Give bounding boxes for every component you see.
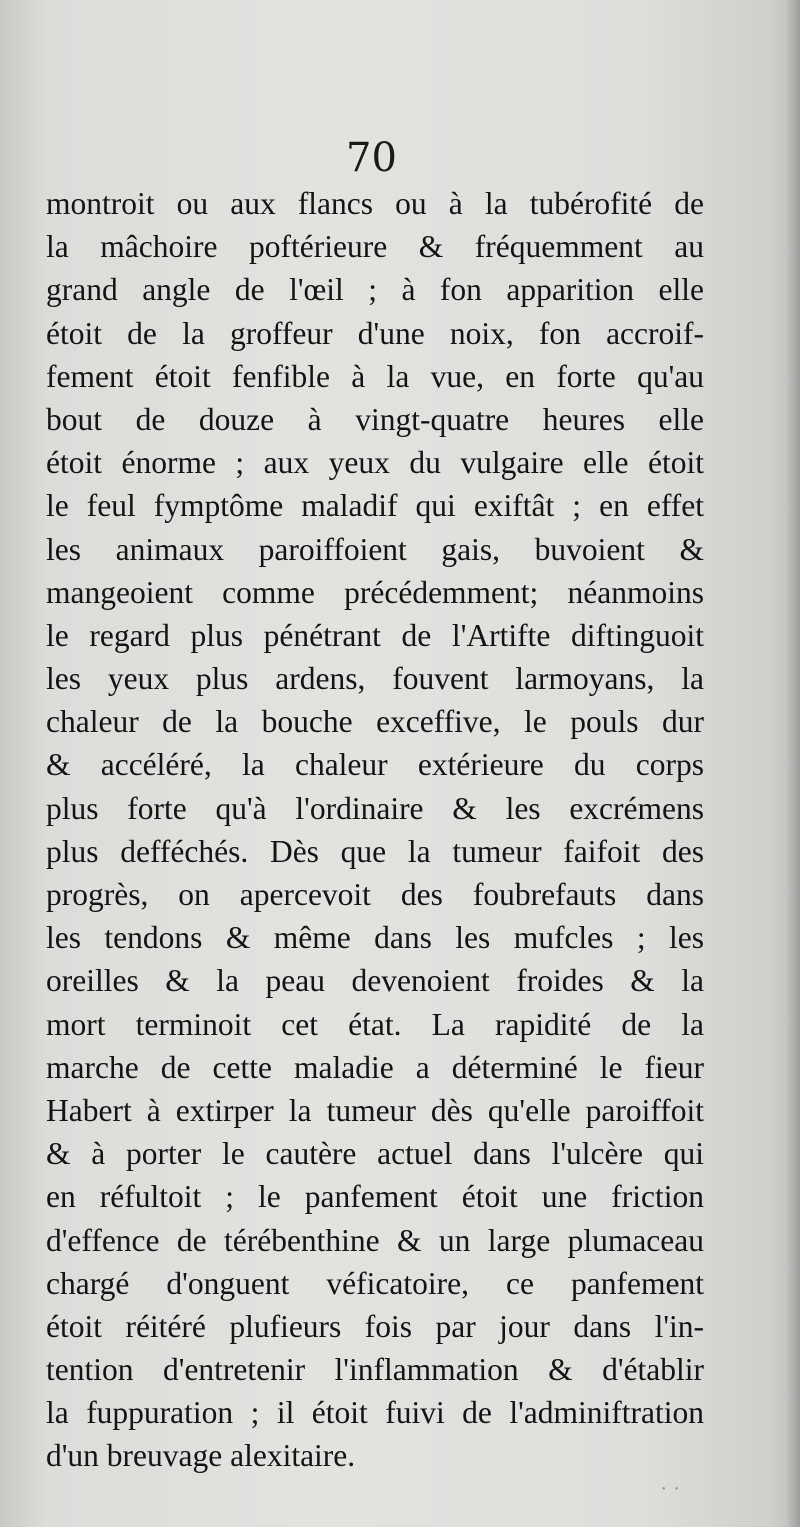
- text-line: progrès, on apercevoit des foubrefauts dans: [46, 877, 704, 912]
- text-line: fement étoit fenfible à la vue, en forte qu'au: [46, 358, 704, 394]
- text-line: la fuppuration ; il étoit fuivi de l'adminiftration: [46, 1395, 704, 1431]
- text-line: montroit ou aux flancs ou à la tubérofité de: [46, 186, 704, 221]
- text-line: grand angle de l'œil ; à fon apparition elle: [46, 272, 704, 308]
- text-line: & à porter le cautère actuel dans l'ulcère qui: [46, 1136, 704, 1172]
- text-line: bout de douze à vingt-quatre heures elle: [46, 401, 704, 437]
- text-line: étoit réitéré plufieurs fois par jour dans l'in-: [46, 1308, 704, 1344]
- text-line: tention d'entretenir l'inflammation & d'établir: [46, 1352, 704, 1388]
- text-line: plus forte qu'à l'ordinaire & les excrémens: [46, 790, 704, 826]
- text-line: en réfultoit ; le panfement étoit une friction: [46, 1179, 704, 1215]
- text-line: mangeoient comme précédemment; néanmoins: [46, 574, 704, 610]
- text-line: le feul fymptôme maladif qui exiftât ; en effet: [46, 488, 704, 524]
- text-line-last: d'un breuvage alexitaire.: [46, 1438, 356, 1474]
- signature-mark: ˙ ˙: [660, 1482, 681, 1507]
- text-line: les animaux paroiffoient gais, buvoient &: [46, 531, 704, 567]
- text-line: plus defféchés. Dès que la tumeur faifoit des: [46, 833, 704, 869]
- text-line: mort terminoit cet état. La rapidité de la: [46, 1006, 704, 1042]
- text-line: marche de cette maladie a déterminé le fieur: [46, 1049, 704, 1085]
- text-line: la mâchoire poftérieure & fréquemment au: [46, 229, 704, 265]
- text-line: Habert à extirper la tumeur dès qu'elle paroiffoit: [46, 1092, 704, 1128]
- text-line: les tendons & même dans les mufcles ; les: [46, 920, 704, 956]
- body-text: [46, 182, 704, 1478]
- text-line: chargé d'onguent véficatoire, ce panfement: [46, 1265, 704, 1301]
- text-line: & accéléré, la chaleur extérieure du corps: [46, 747, 704, 783]
- page-number: 70: [346, 135, 397, 181]
- text-line: d'effence de térébenthine & un large plumaceau: [46, 1222, 704, 1258]
- text-line: chaleur de la bouche exceffive, le pouls dur: [46, 704, 704, 740]
- text-line: étoit de la groffeur d'une noix, fon accroif-: [46, 315, 704, 351]
- text-line: le regard plus pénétrant de l'Artifte diftinguoit: [46, 617, 704, 653]
- text-line: étoit énorme ; aux yeux du vulgaire elle étoit: [46, 445, 704, 481]
- text-line: oreilles & la peau devenoient froides & la: [46, 963, 704, 999]
- text-line: les yeux plus ardens, fouvent larmoyans, la: [46, 661, 704, 697]
